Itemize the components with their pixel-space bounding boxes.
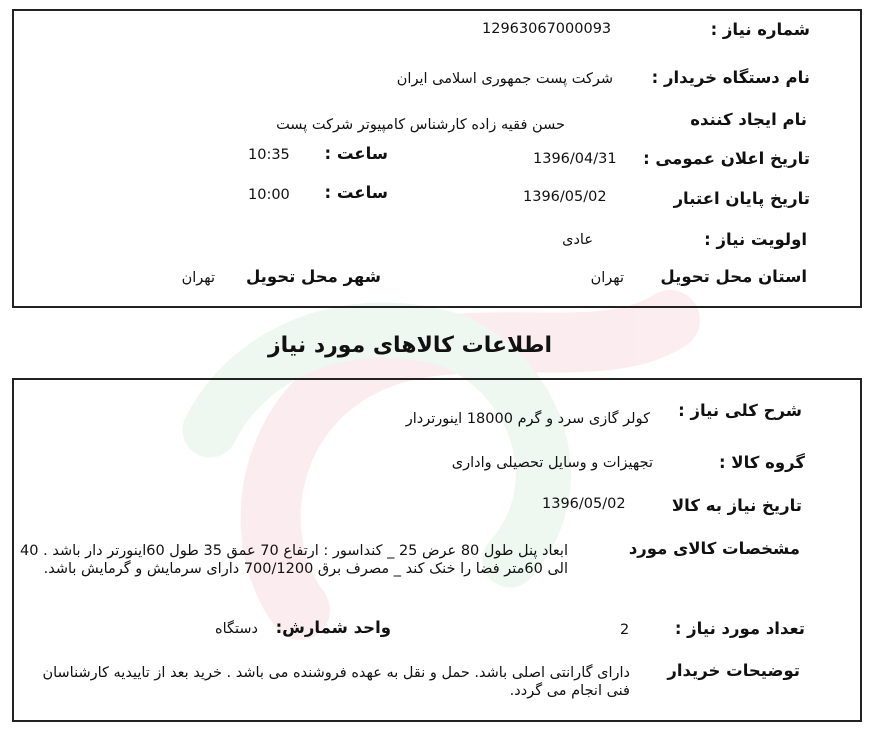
end-time-value: 10:00 [248,187,290,203]
specs-value: ابعاد پنل طول 80 عرض 25 _ کنداسور : ارتفاع 70 عمق 35 طول 60اینورتر دار باشد . 40 الی 60متر فضا را خنک کند _ مصرف برق 700/1200 دارای سرمایش و گرمایش باشد. [20,543,568,577]
buyer-notes-value: دارای گارانتی اصلی باشد. حمل و نقل به عهده فروشنده می باشد . خرید بعد از تاییدیه کارشناسان فنی انجام می گردد. [42,665,630,699]
priority-label: اولویت نیاز : [704,230,807,249]
delivery-province-value: تهران [590,270,624,286]
priority-value: عادی [562,232,593,248]
quantity-label: تعداد مورد نیاز : [674,619,805,638]
general-desc-label: شرح کلی نیاز : [678,401,802,420]
delivery-city-value: تهران [181,270,215,286]
buyer-org-label: نام دستگاه خریدار : [651,68,810,87]
need-date-value: 1396/05/02 [542,496,626,512]
announce-time-label: ساعت : [324,144,388,163]
unit-label: واحد شمارش: [275,618,391,637]
need-number-value: 12963067000093 [482,21,612,37]
creator-value: حسن فقیه زاده کارشناس کامپیوتر شرکت پست [276,117,565,133]
general-desc-value: کولر گازی سرد و گرم 18000 اینورتردار [405,411,650,427]
announce-time-value: 10:35 [248,147,290,163]
end-date-label: تاریخ پایان اعتبار [673,189,810,208]
end-time-label: ساعت : [324,183,388,202]
creator-label: نام ایجاد کننده [690,110,807,129]
announce-date-value: 1396/04/31 [533,151,617,167]
section-title: اطلاعات کالاهای مورد نیاز [268,333,552,358]
specs-label: مشخصات کالای مورد [628,539,800,558]
goods-group-label: گروه کالا : [718,453,805,472]
buyer-notes-label: توضیحات خریدار [667,661,800,680]
announce-date-label: تاریخ اعلان عمومی : [643,149,810,168]
delivery-province-label: استان محل تحویل [660,267,807,286]
delivery-city-label: شهر محل تحویل [245,267,381,286]
need-number-label: شماره نیاز : [710,20,810,39]
end-date-value: 1396/05/02 [523,189,607,205]
quantity-value: 2 [620,622,630,638]
goods-group-value: تجهیزات و وسایل تحصیلی واداری [451,455,653,471]
unit-value: دستگاه [214,621,258,637]
buyer-org-value: شرکت پست جمهوری اسلامی ایران [396,71,613,87]
need-date-label: تاریخ نیاز به کالا [671,496,802,515]
